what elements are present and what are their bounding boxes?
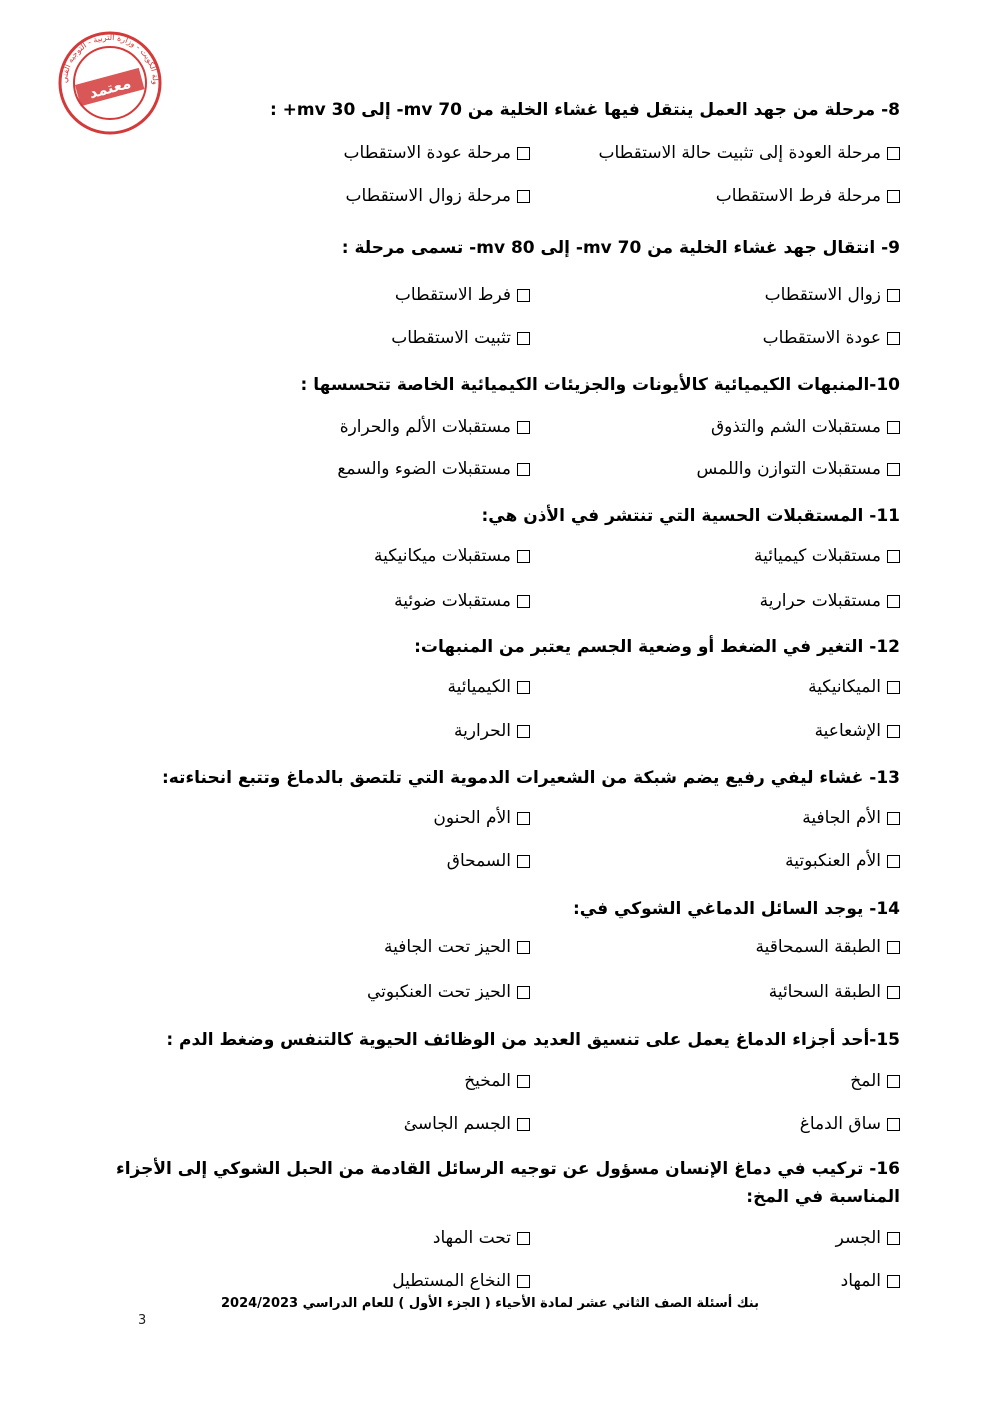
page-footer: بنك أسئلة الصف الثاني عشر لمادة الأحياء ( الجزء الأول ) للعام الدراسي 2024/2023 <box>220 1296 759 1311</box>
option[interactable]: مستقبلات حرارية <box>760 591 900 611</box>
option[interactable]: الحيز تحت الجافية <box>384 937 530 957</box>
checkbox-icon[interactable] <box>517 550 530 563</box>
checkbox-icon[interactable] <box>887 595 900 608</box>
checkbox-icon[interactable] <box>887 855 900 868</box>
checkbox-icon[interactable] <box>887 1275 900 1288</box>
checkbox-icon[interactable] <box>517 289 530 302</box>
checkbox-icon[interactable] <box>517 1232 530 1245</box>
checkbox-icon[interactable] <box>887 190 900 203</box>
checkbox-icon[interactable] <box>887 812 900 825</box>
option[interactable]: الطبقة السحائية <box>769 982 900 1002</box>
checkbox-icon[interactable] <box>887 421 900 434</box>
option[interactable]: مستقبلات ضوئية <box>394 591 530 611</box>
option[interactable]: الميكانيكية <box>808 677 900 697</box>
stamp-ring-text: ولة الكويت - وزارة التربية - التوجيه الفني <box>59 32 161 85</box>
option[interactable]: الجسم الجاسئ <box>404 1114 530 1134</box>
checkbox-icon[interactable] <box>517 1118 530 1131</box>
option[interactable]: مرحلة العودة إلى تثبيت حالة الاستقطاب <box>598 143 900 163</box>
option[interactable]: تثبيت الاستقطاب <box>391 328 530 348</box>
checkbox-icon[interactable] <box>887 941 900 954</box>
checkbox-icon[interactable] <box>887 681 900 694</box>
stamp-center-text: معتمد <box>87 73 133 103</box>
option[interactable]: ساق الدماغ <box>800 1114 900 1134</box>
question-9: 9- انتقال جهد غشاء الخلية من mv 70- إلى mv 80- تسمى مرحلة : <box>341 238 900 258</box>
option[interactable]: الكيميائية <box>447 677 530 697</box>
option[interactable]: مرحلة فرط الاستقطاب <box>716 186 900 206</box>
option[interactable]: الإشعاعية <box>815 721 900 741</box>
option[interactable]: النخاع المستطيل <box>392 1271 530 1291</box>
option[interactable]: الحيز تحت العنكبوتي <box>367 982 530 1002</box>
option[interactable]: فرط الاستقطاب <box>395 285 530 305</box>
option[interactable]: المهاد <box>841 1271 900 1291</box>
option[interactable]: عودة الاستقطاب <box>763 328 900 348</box>
checkbox-icon[interactable] <box>517 1275 530 1288</box>
checkbox-icon[interactable] <box>517 190 530 203</box>
question-12: 12- التغير في الضغط أو وضعية الجسم يعتبر من المنبهات: <box>414 637 900 657</box>
option[interactable]: الحرارية <box>454 721 530 741</box>
question-10: 10-المنبهات الكيميائية كالأيونات والجزيئات الكيميائية الخاصة تتحسسها : <box>300 375 900 395</box>
checkbox-icon[interactable] <box>517 986 530 999</box>
checkbox-icon[interactable] <box>517 147 530 160</box>
question-11: 11- المستقبلات الحسية التي تنتشر في الأذن هي: <box>481 506 900 526</box>
checkbox-icon[interactable] <box>887 986 900 999</box>
option[interactable]: الأم العنكبوتية <box>785 851 900 871</box>
option[interactable]: الطبقة السمحاقية <box>755 937 900 957</box>
checkbox-icon[interactable] <box>887 1118 900 1131</box>
option[interactable]: تحت المهاد <box>433 1228 530 1248</box>
checkbox-icon[interactable] <box>887 1232 900 1245</box>
option[interactable]: مرحلة عودة الاستقطاب <box>344 143 530 163</box>
question-15: 15-أحد أجزاء الدماغ يعمل على تنسيق العديد من الوظائف الحيوية كالتنفس وضغط الدم : <box>166 1030 900 1050</box>
checkbox-icon[interactable] <box>517 725 530 738</box>
page-number: 3 <box>138 1313 147 1328</box>
checkbox-icon[interactable] <box>887 550 900 563</box>
option[interactable]: مستقبلات الشم والتذوق <box>711 417 900 437</box>
checkbox-icon[interactable] <box>517 812 530 825</box>
option[interactable]: زوال الاستقطاب <box>765 285 900 305</box>
checkbox-icon[interactable] <box>887 147 900 160</box>
question-8: 8- مرحلة من جهد العمل ينتقل فيها غشاء الخلية من mv 70- إلى 30 mv+ : <box>269 100 900 120</box>
checkbox-icon[interactable] <box>887 332 900 345</box>
option[interactable]: مستقبلات ميكانيكية <box>374 546 530 566</box>
checkbox-icon[interactable] <box>887 1075 900 1088</box>
option[interactable]: الأم الحنون <box>433 808 530 828</box>
question-14: 14- يوجد السائل الدماغي الشوكي في: <box>572 899 900 919</box>
option[interactable]: مستقبلات الألم والحرارة <box>340 417 530 437</box>
checkbox-icon[interactable] <box>517 595 530 608</box>
question-16: 16- تركيب في دماغ الإنسان مسؤول عن توجيه الرسائل القادمة من الحبل الشوكي إلى الأجزاء المناسبة في المخ: <box>116 1159 900 1207</box>
checkbox-icon[interactable] <box>517 855 530 868</box>
option[interactable]: مستقبلات الضوء والسمع <box>337 459 530 479</box>
option[interactable]: الجسر <box>836 1228 900 1248</box>
question-13: 13- غشاء ليفي رفيع يضم شبكة من الشعيرات الدموية التي تلتصق بالدماغ وتتبع انحناءته: <box>161 768 900 788</box>
checkbox-icon[interactable] <box>517 1075 530 1088</box>
checkbox-icon[interactable] <box>517 941 530 954</box>
option[interactable]: المخ <box>850 1071 900 1091</box>
checkbox-icon[interactable] <box>887 463 900 476</box>
option[interactable]: مستقبلات التوازن واللمس <box>696 459 900 479</box>
option[interactable]: مرحلة زوال الاستقطاب <box>345 186 530 206</box>
checkbox-icon[interactable] <box>517 332 530 345</box>
option[interactable]: مستقبلات كيميائية <box>754 546 900 566</box>
checkbox-icon[interactable] <box>887 289 900 302</box>
option[interactable]: المخيخ <box>464 1071 530 1091</box>
checkbox-icon[interactable] <box>887 725 900 738</box>
checkbox-icon[interactable] <box>517 463 530 476</box>
option[interactable]: السمحاق <box>447 851 530 871</box>
option[interactable]: الأم الجافية <box>802 808 900 828</box>
checkbox-icon[interactable] <box>517 681 530 694</box>
checkbox-icon[interactable] <box>517 421 530 434</box>
